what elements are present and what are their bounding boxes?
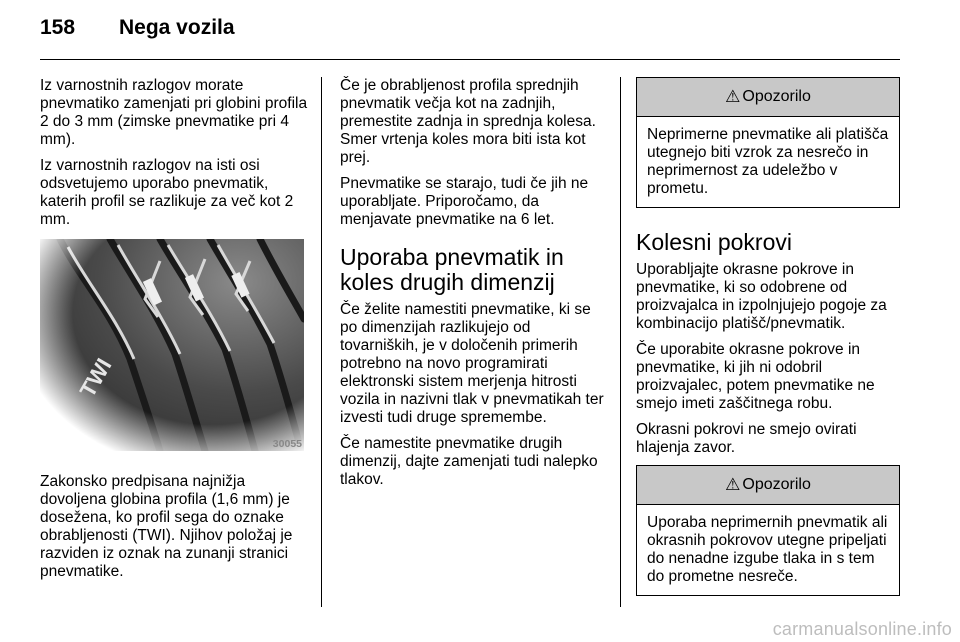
- paragraph: Če namestite pnevmatike drugih dimenzij, dajte zamenjati tudi nalepko tlakov.: [340, 435, 598, 488]
- paragraph: Uporabljajte okrasne pokrove in pnevmatike, ki so odobrene od proizvajalca in izpolnjujejo pogoje za kombinacijo platišč/pnevmatik.: [636, 261, 887, 332]
- page-number: 158: [40, 16, 76, 39]
- paragraph: Zakonsko predpisana najnižja dovoljena globina profila (1,6 mm) je dosežena, ko profil sega do oznake obrabljenosti (TWI). Njihov položaj je razviden iz oznak na zunanji stranici pnevmatike.: [40, 473, 293, 580]
- column-1: [40, 77, 308, 589]
- column-3: [636, 77, 900, 596]
- paragraph: Če je obrabljenost profila sprednjih pnevmatik večja kot na zadnjih, premestite zadnja in sprednja kolesa. Smer vrtenja koles mora biti ista kot prej.: [340, 77, 596, 166]
- warning-header: [637, 466, 899, 505]
- warning-text: Uporaba neprimernih pnevmatik ali okrasnih pokrovov utegne pripeljati do nenadne izgube tlaka in s tem do prometne nesreče.: [647, 514, 888, 585]
- figure-number: 30055: [272, 438, 302, 450]
- warning-header: [637, 78, 899, 117]
- warning-icon: ⚠: [725, 87, 741, 106]
- warning-icon: ⚠: [725, 475, 741, 494]
- tire-tread-illustration: [40, 239, 304, 451]
- warning-box: [636, 77, 900, 208]
- warning-label: Opozorilo: [742, 476, 811, 493]
- warning-label: Opozorilo: [742, 88, 811, 105]
- section-heading: Uporaba pnevmatik in koles drugih dimenzij: [340, 244, 564, 295]
- column-divider-1: [321, 77, 322, 607]
- paragraph: Okrasni pokrovi ne smejo ovirati hlajenja zavor.: [636, 421, 857, 456]
- paragraph: Pnevmatike se starajo, tudi če jih ne uporabljate. Priporočamo, da menjavate pnevmatike na 6 let.: [340, 175, 589, 228]
- tire-tread-figure: [40, 239, 304, 451]
- column-2: [340, 77, 605, 497]
- warning-box: [636, 465, 900, 596]
- warning-text: Neprimerne pnevmatike ali platišča utegnejo biti vzrok za nesrečo in neprimernost za udeležbo v prometu.: [647, 126, 889, 197]
- header-divider: [40, 59, 900, 60]
- watermark: carmanualsonline.info: [772, 619, 952, 639]
- paragraph: Iz varnostnih razlogov na isti osi odsvetujemo uporabo pnevmatik, katerih profil se razlikuje za več kot 2 mm.: [40, 157, 294, 228]
- figure-vignette: [40, 239, 304, 451]
- paragraph: Če uporabite okrasne pokrove in pnevmatike, ki jih ni odobril proizvajalec, potem pnevmatike ne smejo imeti zaščitnega robu.: [636, 341, 875, 412]
- paragraph: Iz varnostnih razlogov morate pnevmatiko zamenjati pri globini profila 2 do 3 mm (zimske pnevmatike pri 4 mm).: [40, 77, 308, 148]
- page-title: Nega vozila: [119, 16, 235, 39]
- paragraph: Če želite namestiti pnevmatike, ki se po dimenzijah razlikujejo od tovarniških, je v določenih primerih potrebno na novo programirati elektronski sistem merjenja hitrosti vozila in nazivni tlak v pnevmatikah ter izvesti tudi druge spremembe.: [340, 301, 604, 426]
- section-heading: Kolesni pokrovi: [636, 229, 792, 255]
- twi-label: TWI: [74, 354, 117, 402]
- column-divider-2: [620, 77, 621, 607]
